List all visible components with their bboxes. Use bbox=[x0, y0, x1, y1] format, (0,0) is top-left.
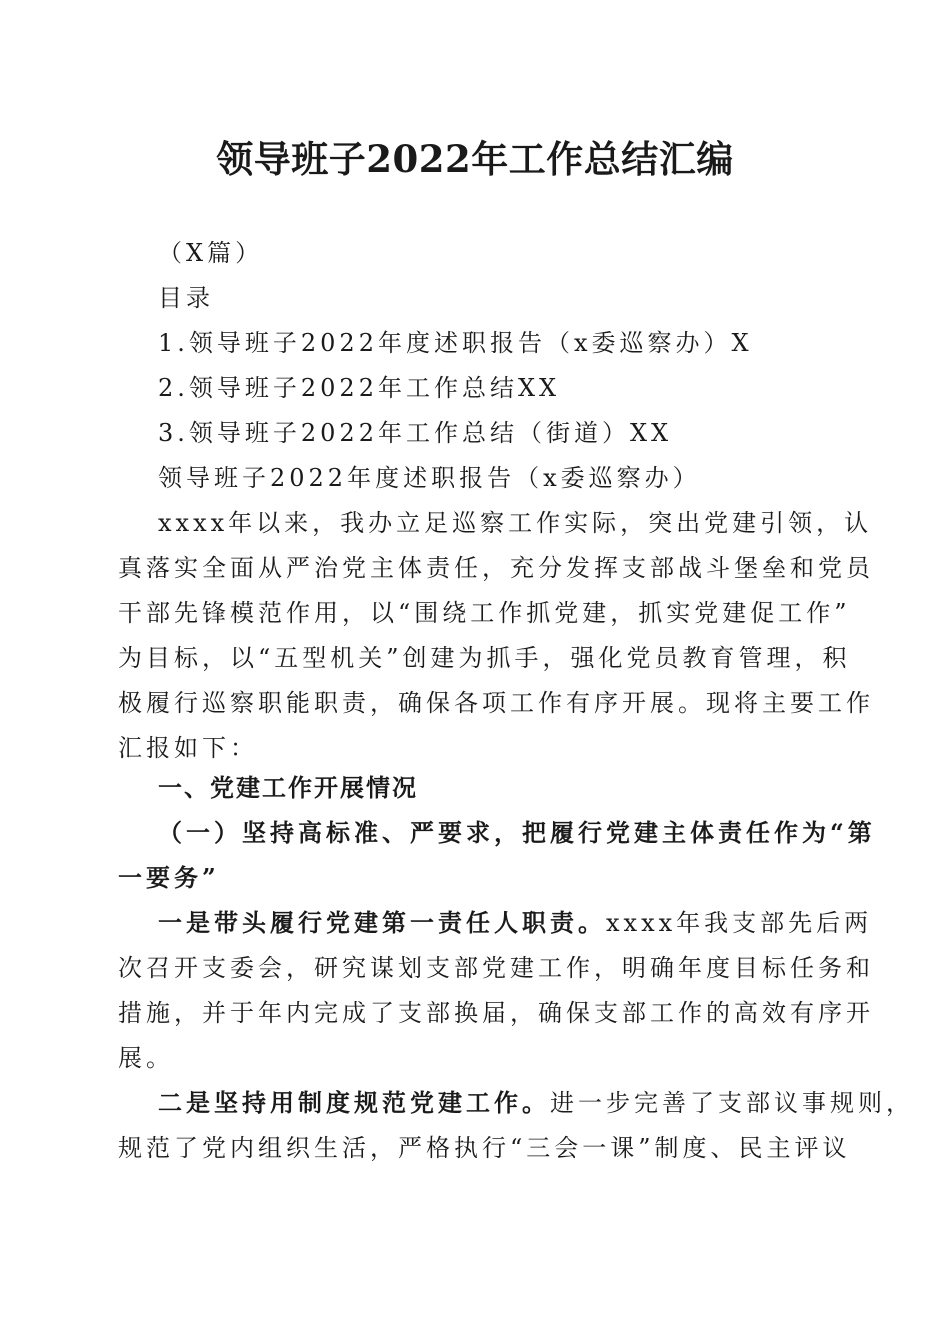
paragraph-line: 展。 bbox=[118, 1044, 174, 1072]
intro-line: xxxx年以来，我办立足巡察工作实际，突出党建引领，认 bbox=[158, 509, 873, 537]
paragraph-text: xxxx年我支部先后两 bbox=[606, 909, 873, 937]
paragraph-line: 次召开支委会，研究谋划支部党建工作，明确年度目标任务和 bbox=[118, 954, 874, 982]
toc-item: 2.领导班子2022年工作总结XX bbox=[158, 374, 561, 402]
toc-item: 3.领导班子2022年工作总结（街道）XX bbox=[158, 419, 673, 447]
document-title: 领导班子2022年工作总结汇编 bbox=[216, 137, 734, 181]
intro-line: 真落实全面从严治党主体责任，充分发挥支部战斗堡垒和党员 bbox=[118, 554, 874, 582]
subsection-heading-line: （一）坚持高标准、严要求，把履行党建主体责任作为“第 bbox=[158, 818, 876, 847]
toc-label: 目录 bbox=[158, 284, 214, 312]
paragraph-lead: 一是带头履行党建第一责任人职责。 bbox=[158, 908, 606, 937]
document-subtitle: （X篇） bbox=[158, 239, 264, 267]
paragraph-line: 规范了党内组织生活，严格执行“三会一课”制度、民主评议 bbox=[118, 1134, 851, 1162]
paragraph-first-line bbox=[158, 907, 872, 939]
intro-line: 极履行巡察职能职责，确保各项工作有序开展。现将主要工作 bbox=[118, 689, 874, 717]
paragraph-lead: 二是坚持用制度规范党建工作。 bbox=[158, 1088, 550, 1117]
report-title: 领导班子2022年度述职报告（x委巡察办） bbox=[158, 464, 701, 492]
paragraph-text: 进一步完善了支部议事规则， bbox=[550, 1089, 914, 1117]
intro-line: 汇报如下： bbox=[118, 734, 258, 762]
paragraph-line: 措施，并于年内完成了支部换届，确保支部工作的高效有序开 bbox=[118, 999, 874, 1027]
toc-item: 1.领导班子2022年度述职报告（x委巡察办）X bbox=[158, 329, 753, 357]
subsection-heading-line: 一要务” bbox=[118, 863, 220, 892]
paragraph-first-line bbox=[158, 1087, 914, 1119]
intro-line: 干部先锋模范作用，以“围绕工作抓党建，抓实党建促工作” bbox=[118, 599, 851, 627]
intro-line: 为目标，以“五型机关”创建为抓手，强化党员教育管理，积 bbox=[118, 644, 851, 672]
section-heading: 一、党建工作开展情况 bbox=[158, 774, 418, 802]
